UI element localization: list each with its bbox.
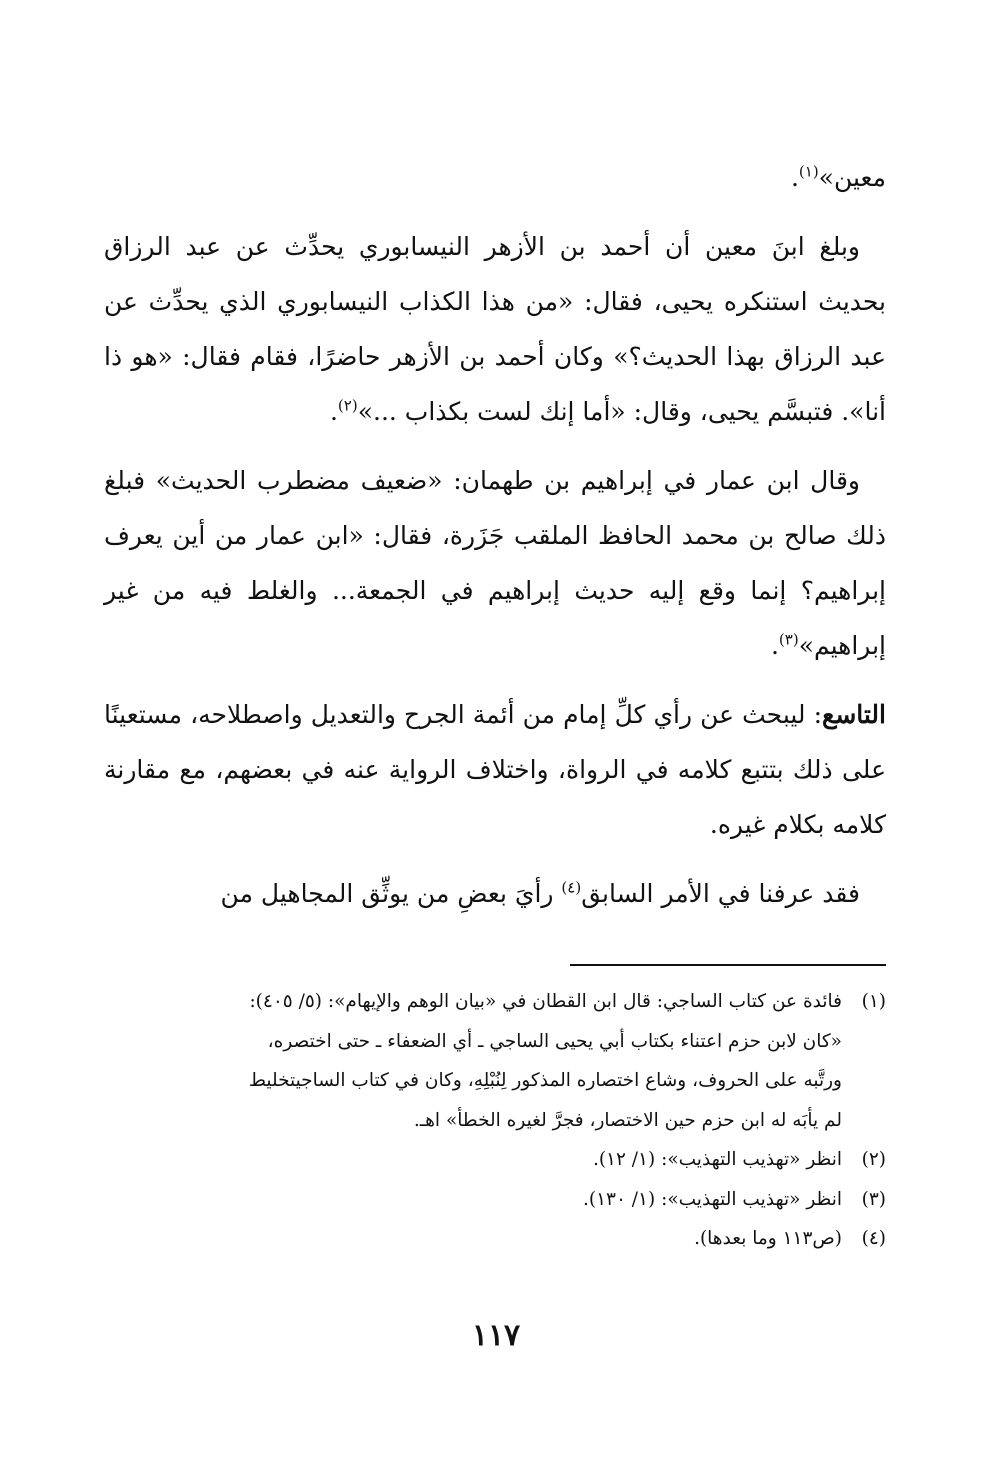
footnote-line: لم يأبَه له ابن حزم حين الاختصار، فجرَّ لغيره الخطأ» اهـ. xyxy=(413,1109,842,1131)
footnote-line: ورتَّبه على الحروف، وشاع اختصاره المذكور لِنُبْلِهِ، وكان في كتاب الساجيتخليط xyxy=(248,1070,842,1091)
footnotes xyxy=(104,982,886,1259)
footnote-text xyxy=(104,1219,842,1259)
footnote-text xyxy=(104,1140,842,1180)
paragraph-continues xyxy=(104,866,886,921)
punctuation: . xyxy=(770,631,779,660)
footnote-number: (١) xyxy=(861,991,886,1012)
footnote-separator xyxy=(570,964,886,966)
footnote-2 xyxy=(104,1140,886,1180)
paragraph-text: وبلغ ابنَ معين أن أحمد بن الأزهر النيسابوري يحدِّث عن عبد الرزاق بحديث استنكره يحيى، فقال: «من هذا الكذاب النيسابوري الذي يحدِّث عن عبد الرزاق بهذا الحديث؟» وكان أحمد بن الأزهر حاضرًا، فقام فقال: «هو ذا أنا». فتبسَّم يحيى، وقال: «أما إنك لست بكذاب ...» xyxy=(104,232,886,426)
section-lead-word: التاسع xyxy=(822,700,886,729)
footnote-3 xyxy=(104,1180,886,1220)
footnote-reference[interactable]: (١) xyxy=(798,162,819,181)
footnote-reference[interactable]: (٢) xyxy=(337,396,358,415)
footnote-number: (٤) xyxy=(861,1228,886,1249)
paragraph-text: رأيَ بعضِ من يوثِّق المجاهيل من xyxy=(220,879,562,908)
footnote-1 xyxy=(104,982,886,1140)
punctuation: . xyxy=(790,163,799,192)
paragraph-text: معين» xyxy=(818,163,886,192)
page-number: ١١٧ xyxy=(471,1318,521,1353)
footnote-text xyxy=(104,1180,842,1220)
footnote-text xyxy=(104,982,842,1140)
footnote-reference[interactable]: (٣) xyxy=(778,630,799,649)
main-text xyxy=(104,150,886,935)
footnote-4 xyxy=(104,1219,886,1259)
footnote-line: «كان لابن حزم اعتناء بكتاب أبي يحيى الساجي ـ أي الضعفاء ـ حتى اختصره، xyxy=(267,1030,842,1052)
paragraph-ibn-ammar xyxy=(104,453,886,673)
footnote-line: فائدة عن كتاب الساجي: قال ابن القطان في «بيان الوهم والإيهام»: (٥/ ٤٠٥): xyxy=(249,991,842,1012)
footnote-number: (٣) xyxy=(861,1188,886,1210)
footnote-line: (ص١١٣ وما بعدها). xyxy=(694,1228,842,1249)
paragraph-continuation xyxy=(104,150,886,205)
footnote-reference[interactable]: (٤) xyxy=(561,878,582,897)
paragraph-text: : ليبحث عن رأي كلِّ إمام من أئمة الجرح والتعديل واصطلاحه، مستعينًا على ذلك بتتبع كلامه في الرواة، واختلاف الرواية عنه في بعضهم، مع مقارنة كلامه بكلام غيره. xyxy=(104,700,886,839)
footnote-line: انظر «تهذيب التهذيب»: (١/ ١٣٠). xyxy=(583,1188,842,1210)
footnote-number: (٢) xyxy=(861,1149,886,1170)
paragraph-text: فقد عرفنا في الأمر السابق xyxy=(581,879,860,908)
paragraph-ibn-maeen xyxy=(104,219,886,439)
footnote-line: انظر «تهذيب التهذيب»: (١/ ١٢). xyxy=(592,1149,842,1170)
punctuation: . xyxy=(329,397,338,426)
paragraph-text: وقال ابن عمار في إبراهيم بن طهمان: «ضعيف مضطرب الحديث» فبلغ ذلك صالح بن محمد الحافظ الملقب جَزَرة، فقال: «ابن عمار من أين يعرف إبراهيم؟ إنما وقع إليه حديث إبراهيم في الجمعة... والغلط فيه من غير إبراهيم» xyxy=(104,466,886,660)
paragraph-ninth xyxy=(104,687,886,852)
